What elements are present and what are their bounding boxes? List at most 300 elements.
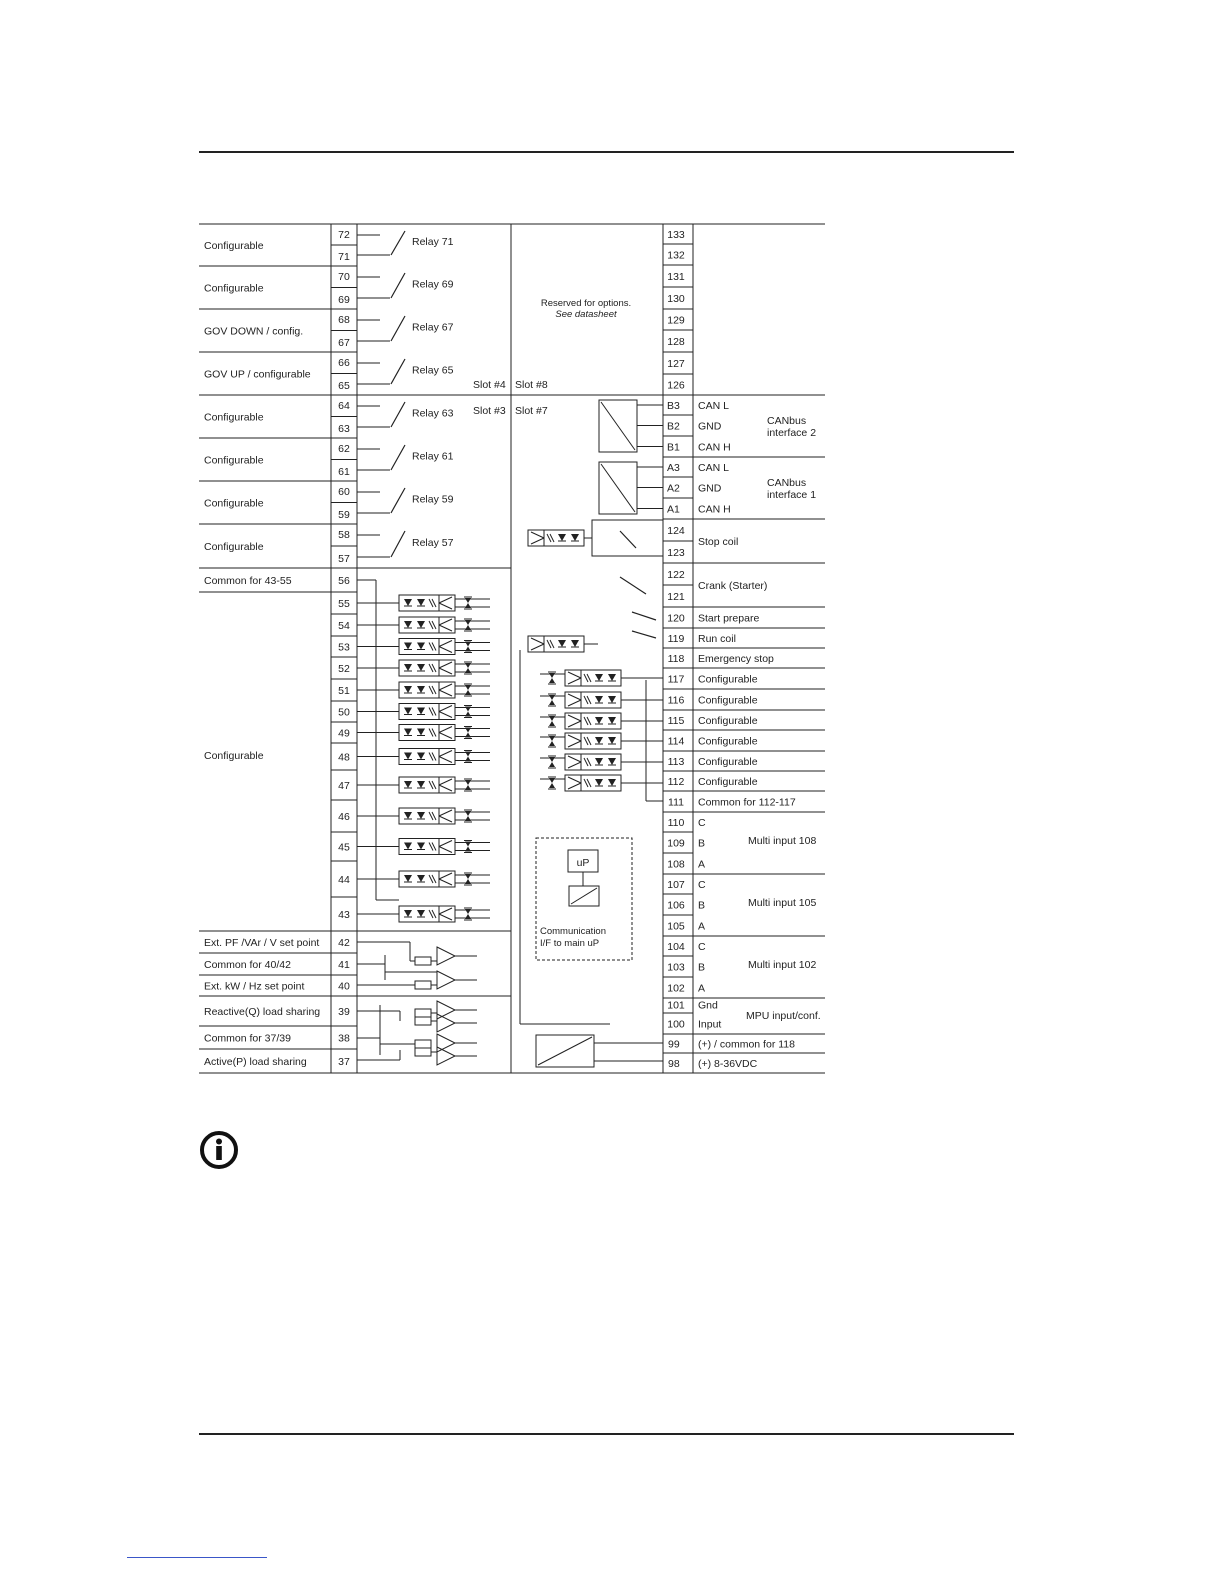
diode-icon: [417, 686, 425, 693]
terminal-number: 127: [667, 358, 685, 370]
transistor-lead: [439, 625, 452, 631]
resistor-icon: [415, 1017, 431, 1025]
relay-row: [199, 271, 454, 309]
diode-icon: [404, 843, 412, 850]
terminal-number: 99: [668, 1038, 680, 1051]
terminal-number: 132: [667, 249, 685, 262]
transistor-lead: [568, 715, 581, 721]
terminal-number: 130: [667, 293, 685, 305]
resistor-icon: [415, 1040, 431, 1048]
diode-icon: [558, 534, 566, 541]
transistor-lead: [439, 908, 452, 914]
diode-icon: [417, 910, 425, 917]
slot-label: Slot #8: [515, 379, 548, 391]
transistor-lead: [531, 538, 544, 544]
terminal-number: 46: [338, 811, 350, 823]
tvs-lower: [549, 678, 555, 683]
tvs-lower: [549, 700, 555, 705]
optocoupler-icon: [399, 639, 455, 655]
relay-row: [199, 357, 454, 395]
transistor-lead: [439, 879, 452, 885]
optocoupler-icon: [565, 754, 621, 770]
terminal-number: 57: [338, 553, 350, 565]
diode-icon: [608, 779, 616, 786]
transistor-lead: [439, 816, 452, 822]
amplifier-icon: [437, 971, 455, 989]
relay-function-label: Configurable: [204, 497, 264, 510]
terminal-number: 104: [667, 941, 685, 953]
multi-input-label: Multi input 105: [748, 897, 817, 909]
diode-icon: [404, 599, 412, 606]
terminal-number: 69: [338, 294, 350, 306]
terminal-number: 45: [338, 841, 350, 854]
transistor-lead: [568, 678, 581, 684]
transistor-lead: [568, 735, 581, 741]
diode-icon: [404, 708, 412, 715]
transistor-lead: [439, 733, 452, 739]
diode-icon: [595, 758, 603, 765]
terminal-id: A1: [667, 503, 680, 516]
tvs-upper: [465, 620, 471, 625]
pin-label: B: [698, 899, 706, 912]
relay-contact-icon: [391, 316, 405, 341]
tvs-upper: [465, 909, 471, 914]
can-signal: CAN L: [698, 400, 729, 412]
resistor-icon: [415, 957, 431, 965]
reserved-label: See datasheet: [555, 309, 617, 320]
transistor-lead: [439, 757, 452, 763]
tvs-lower: [465, 668, 471, 673]
terminal-number: 44: [338, 874, 350, 886]
terminal-number: 124: [667, 525, 685, 537]
optocoupler-icon: [399, 749, 455, 765]
output-label: Stop coil: [698, 536, 739, 548]
row-label: Configurable: [698, 756, 758, 768]
diode-icon: [417, 843, 425, 850]
transistor-lead: [568, 762, 581, 768]
relay-label: Relay 63: [412, 407, 454, 420]
terminal-number: 70: [338, 271, 350, 283]
row-label: Configurable: [698, 735, 758, 748]
diode-icon: [417, 621, 425, 628]
transistor-lead: [439, 668, 452, 674]
row-label: Configurable: [698, 694, 758, 707]
diode-icon: [404, 753, 412, 760]
diode-icon: [417, 781, 425, 788]
transistor-lead: [439, 914, 452, 920]
terminal-number: 102: [667, 982, 685, 995]
relay-label: Relay 57: [412, 537, 454, 549]
can-signal: CAN H: [698, 441, 731, 454]
transistor-lead: [439, 684, 452, 690]
canbus-label: interface 1: [767, 489, 817, 501]
digital-input-block: [199, 568, 511, 931]
terminal-id: B1: [667, 441, 680, 454]
amplifier-icon: [437, 1047, 455, 1065]
terminal-number: 110: [667, 817, 685, 829]
info-icon: [199, 1130, 239, 1170]
transistor-lead: [439, 841, 452, 847]
diode-icon: [608, 674, 616, 681]
relay-label: Relay 59: [412, 493, 454, 506]
can-signal: GND: [698, 482, 722, 495]
tvs-upper: [465, 811, 471, 816]
diode-icon: [417, 729, 425, 736]
optocoupler-icon: [399, 839, 455, 855]
diode-icon: [608, 737, 616, 744]
up-label: uP: [576, 857, 590, 869]
output-label: Crank (Starter): [698, 580, 768, 592]
row-label: Start prepare: [698, 612, 760, 625]
diode-icon: [608, 696, 616, 703]
terminal-number: 54: [338, 620, 350, 632]
input-group-label: Configurable: [204, 750, 264, 762]
terminal-number: 59: [338, 509, 350, 521]
terminal-number: 68: [338, 314, 350, 326]
transistor-lead: [568, 741, 581, 747]
diode-icon: [417, 643, 425, 650]
tvs-lower: [465, 647, 471, 652]
relay-contact-icon: [391, 488, 405, 513]
terminal-number: 49: [338, 727, 350, 740]
relay-function-label: Configurable: [204, 282, 264, 295]
transistor-lead: [439, 619, 452, 625]
optocoupler-icon: [565, 692, 621, 708]
terminal-number: 103: [667, 961, 685, 974]
terminal-number: 116: [667, 694, 685, 707]
relay-row: [199, 400, 454, 438]
analog-label: Common for 40/42: [204, 959, 291, 971]
terminal-number: 61: [338, 466, 350, 478]
terminal-number: 131: [667, 271, 685, 283]
diode-icon: [595, 717, 603, 724]
terminal-number: 53: [338, 641, 350, 654]
diode-icon: [404, 621, 412, 628]
transistor-lead: [439, 706, 452, 712]
tvs-lower: [465, 625, 471, 630]
transistor-lead: [439, 785, 452, 791]
relay-frame: [592, 520, 663, 556]
transistor-lead: [439, 662, 452, 668]
diode-icon: [417, 599, 425, 606]
terminal-number: 128: [667, 336, 685, 348]
relay-contact-icon: [620, 577, 646, 594]
transistor-lead: [439, 597, 452, 603]
diode-icon: [404, 686, 412, 693]
relay-function-label: Configurable: [204, 541, 264, 553]
comm-label: Communication: [540, 926, 606, 937]
transistor-lead: [439, 810, 452, 816]
supply-label: (+) / common for 118: [698, 1038, 795, 1051]
common-label: Common for 43-55: [204, 575, 292, 587]
diode-icon: [417, 708, 425, 715]
transistor-lead: [439, 873, 452, 879]
terminal-number: 47: [338, 780, 350, 792]
pin-label: A: [698, 858, 706, 871]
optocoupler-icon: [399, 617, 455, 633]
optocoupler-icon: [399, 808, 455, 824]
terminal-number: 58: [338, 529, 350, 541]
diode-icon: [608, 758, 616, 765]
terminal-number: 114: [667, 735, 685, 748]
resistor-icon: [415, 981, 431, 989]
right-terminal-block: [637, 229, 825, 1073]
relay-row: [199, 314, 454, 352]
diode-icon: [404, 812, 412, 819]
relay-function-label: GOV UP / configurable: [204, 368, 311, 381]
transceiver-diagonal: [601, 402, 635, 450]
terminal-number: 108: [667, 858, 685, 871]
canbus-label: interface 2: [767, 427, 817, 439]
transistor-lead: [568, 783, 581, 789]
terminal-id: B2: [667, 420, 680, 433]
relay-contact-icon: [632, 631, 656, 638]
pin-label: Gnd: [698, 999, 718, 1012]
optocoupler-icon: [399, 777, 455, 793]
iso-diagonal: [571, 888, 597, 904]
relay-label: Relay 69: [412, 278, 454, 291]
analog-label: Common for 37/39: [204, 1032, 291, 1045]
terminal-number: 120: [667, 612, 685, 625]
transceiver-diagonal: [601, 464, 635, 512]
can-signal: GND: [698, 420, 722, 433]
relay-contact-icon: [620, 531, 636, 548]
amplifier-icon: [437, 1034, 455, 1052]
terminal-id: B3: [667, 400, 680, 412]
diode-icon: [417, 812, 425, 819]
relay-contact-icon: [391, 445, 405, 470]
row-label: Emergency stop: [698, 653, 774, 665]
pin-label: Input: [698, 1018, 722, 1031]
pin-label: C: [698, 941, 706, 953]
terminal-number: 66: [338, 357, 350, 369]
terminal-number: 39: [338, 1006, 350, 1018]
terminal-number: 40: [338, 980, 350, 993]
diode-icon: [558, 640, 566, 647]
terminal-number: 121: [667, 591, 685, 603]
analog-label: Reactive(Q) load sharing: [204, 1006, 321, 1018]
optocoupler-icon: [399, 871, 455, 887]
tvs-lower: [465, 785, 471, 790]
relay-contact-icon: [391, 273, 405, 298]
optocoupler-icon: [399, 906, 455, 922]
row-label: Configurable: [698, 715, 758, 727]
relay-contact-icon: [391, 231, 405, 255]
relay-contact-icon: [391, 359, 405, 384]
analog-block: [199, 937, 511, 1073]
terminal-number: 112: [667, 776, 685, 788]
optocoupler-icon: [565, 670, 621, 686]
terminal-number: 50: [338, 706, 350, 719]
optocoupler-icon: [565, 733, 621, 749]
terminal-number: 106: [667, 899, 685, 912]
tvs-lower: [465, 879, 471, 884]
transistor-lead: [568, 694, 581, 700]
middle-section: [473, 298, 663, 1067]
optocoupler-icon: [528, 636, 584, 652]
optocoupler-icon: [399, 682, 455, 698]
tvs-upper: [465, 874, 471, 879]
terminal-number: 71: [338, 251, 350, 263]
tvs-lower: [465, 603, 471, 608]
diode-icon: [417, 753, 425, 760]
optocoupler-icon: [528, 530, 584, 546]
tvs-lower: [549, 762, 555, 767]
tvs-upper: [465, 663, 471, 668]
diode-icon: [571, 534, 579, 541]
terminal-number: 42: [338, 937, 350, 949]
diode-icon: [404, 664, 412, 671]
footer-link-underline[interactable]: [127, 1557, 267, 1558]
transistor-lead: [531, 638, 544, 644]
transistor-lead: [568, 721, 581, 727]
terminal-number: 123: [667, 547, 685, 559]
relay-contact-icon: [632, 612, 656, 620]
terminal-number: 60: [338, 486, 350, 498]
diode-icon: [595, 696, 603, 703]
tvs-upper: [465, 728, 471, 733]
tvs-upper: [465, 642, 471, 647]
terminal-number: 111: [668, 796, 684, 809]
terminal-number: 122: [667, 569, 685, 581]
diode-icon: [404, 729, 412, 736]
terminal-number: 62: [338, 443, 350, 455]
reserved-label: Reserved for options.: [540, 298, 632, 309]
transistor-lead: [439, 641, 452, 647]
relay-label: Relay 67: [412, 321, 454, 334]
resistor-icon: [415, 1009, 431, 1017]
multi-input-label: Multi input 102: [748, 959, 817, 971]
tvs-lower: [465, 712, 471, 717]
transistor-lead: [439, 647, 452, 653]
optocoupler-icon: [565, 713, 621, 729]
diode-icon: [417, 664, 425, 671]
terminal-number: 119: [667, 633, 685, 645]
terminal-id: A3: [667, 462, 680, 474]
terminal-number: 105: [667, 920, 685, 933]
pin-label: A: [698, 982, 706, 995]
terminal-number: 100: [667, 1018, 685, 1031]
terminal-id: A2: [667, 482, 680, 495]
tvs-lower: [549, 741, 555, 746]
tvs-lower: [465, 914, 471, 919]
pin-label: B: [698, 837, 706, 850]
relay-contact-icon: [391, 531, 405, 557]
can-signal: CAN L: [698, 462, 729, 474]
diode-icon: [571, 640, 579, 647]
optocoupler-icon: [565, 775, 621, 791]
transistor-lead: [568, 672, 581, 678]
transistor-lead: [439, 847, 452, 853]
terminal-number: 56: [338, 575, 350, 587]
diode-icon: [404, 910, 412, 917]
row-label: Configurable: [698, 673, 758, 686]
terminal-number: 37: [338, 1056, 350, 1068]
analog-label: Ext. kW / Hz set point: [204, 980, 305, 993]
relay-function-label: GOV DOWN / config.: [204, 325, 304, 338]
diode-icon: [608, 717, 616, 724]
terminal-number: 51: [338, 685, 350, 697]
row-label: Common for 112-117: [698, 796, 796, 809]
tvs-lower: [465, 816, 471, 821]
terminal-number: 133: [667, 229, 685, 241]
canbus-label: CANbus: [767, 415, 807, 427]
transistor-lead: [439, 603, 452, 609]
tvs-upper: [465, 685, 471, 690]
optocoupler-icon: [399, 725, 455, 741]
terminal-number: 109: [667, 837, 685, 850]
terminal-number: 41: [338, 959, 350, 971]
slot-label: Slot #4: [473, 379, 506, 391]
mpu-label: MPU input/conf.: [746, 1010, 821, 1022]
tvs-upper: [465, 752, 471, 757]
diode-icon: [595, 779, 603, 786]
tvs-upper: [465, 780, 471, 785]
terminal-number: 126: [667, 379, 685, 392]
analog-label: Active(P) load sharing: [204, 1056, 307, 1068]
pin-label: C: [698, 817, 706, 829]
terminal-number: 115: [667, 715, 685, 727]
terminal-number: 98: [668, 1058, 680, 1070]
terminal-number: 117: [667, 673, 685, 686]
amplifier-icon: [437, 1001, 455, 1019]
diode-icon: [404, 781, 412, 788]
dcdc-diagonal: [538, 1037, 592, 1065]
terminal-number: 64: [338, 400, 350, 412]
terminal-number: 38: [338, 1032, 350, 1045]
terminal-number: 65: [338, 380, 350, 392]
tvs-lower: [465, 847, 471, 852]
optocoupler-icon: [399, 704, 455, 720]
relay-row: [199, 229, 454, 266]
tvs-lower: [465, 690, 471, 695]
terminal-number: 43: [338, 909, 350, 921]
terminal-number: 129: [667, 314, 685, 327]
pin-label: B: [698, 961, 706, 974]
analog-label: Ext. PF /VAr / V set point: [204, 937, 320, 949]
tvs-upper: [465, 598, 471, 603]
row-label: Configurable: [698, 776, 758, 788]
terminal-number: 118: [667, 653, 685, 665]
slot-label: Slot #7: [515, 405, 548, 417]
optocoupler-icon: [399, 595, 455, 611]
transistor-lead: [531, 532, 544, 538]
can-signal: CAN H: [698, 503, 731, 516]
slot-label: Slot #3: [473, 405, 506, 417]
terminal-number: 101: [667, 999, 685, 1012]
transistor-lead: [439, 690, 452, 696]
transistor-lead: [568, 756, 581, 762]
relay-contact-icon: [391, 402, 405, 427]
relay-row: [199, 486, 454, 524]
supply-label: (+) 8-36VDC: [698, 1058, 758, 1070]
relay-function-label: Configurable: [204, 411, 264, 424]
relay-row: [199, 443, 454, 481]
left-terminal-block: [199, 229, 511, 568]
optocoupler-icon: [399, 660, 455, 676]
amplifier-icon: [437, 1014, 455, 1032]
diode-icon: [595, 674, 603, 681]
transistor-lead: [531, 644, 544, 650]
pin-label: C: [698, 879, 706, 891]
diode-icon: [404, 875, 412, 882]
transistor-lead: [568, 777, 581, 783]
diode-icon: [417, 875, 425, 882]
amplifier-icon: [437, 947, 455, 965]
relay-label: Relay 71: [412, 236, 454, 248]
tvs-lower: [549, 783, 555, 788]
tvs-lower: [465, 757, 471, 762]
